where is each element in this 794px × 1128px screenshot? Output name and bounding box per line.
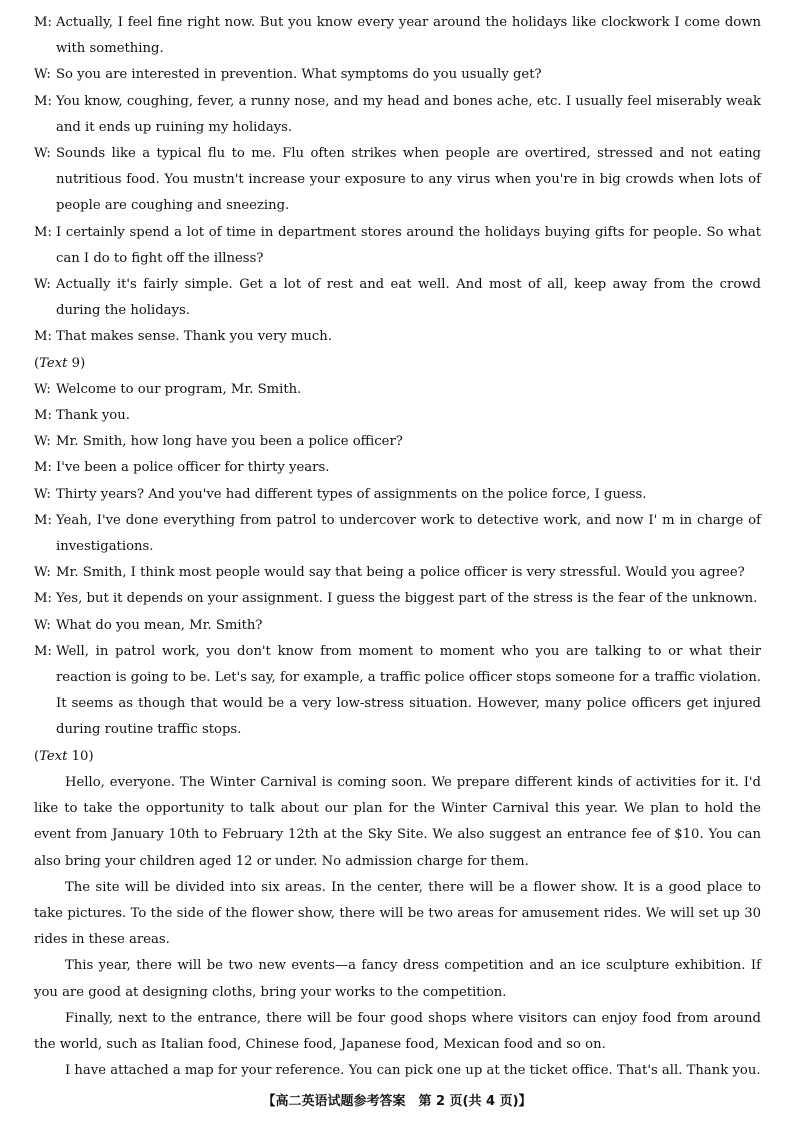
dialogue-line <box>34 613 761 639</box>
speaker: M: <box>34 460 52 476</box>
monologue-paragraph: The site will be divided into six areas. In the center, there will be a flower show. It is a good place to take pictures. To the side of the flower show, there will be two areas for amusement rides. We will set up 30 rides in these areas. <box>34 879 761 948</box>
utterance: Yes, but it depends on your assignment. I guess the biggest part of the stress is the fear of the unknown. <box>56 591 758 607</box>
dialogue-line <box>34 508 761 560</box>
dialogue-line <box>34 141 761 220</box>
monologue-paragraph: This year, there will be two new events—a fancy dress competition and an ice sculpture exhibition. If you are good at designing cloths, bring your works to the competition. <box>34 958 761 1000</box>
speaker: W: <box>34 617 51 633</box>
dialogue-line <box>34 639 761 744</box>
dialogue-line <box>34 429 761 455</box>
monologue-paragraph: Hello, everyone. The Winter Carnival is coming soon. We prepare different kinds of activities for it. I'd like to take the opportunity to talk about our plan for the Winter Carnival this year. We plan to hold the event from January 10th to February 12th at the Sky Site. We also suggest an entrance fee of $10. You can also bring your children aged 12 or under. No admission charge for them. <box>34 774 761 869</box>
speaker: W: <box>34 67 51 83</box>
text-9-label: (Text 9) <box>34 355 86 371</box>
speaker: M: <box>34 329 52 345</box>
speaker: W: <box>34 486 51 502</box>
dialogue-line <box>34 455 761 481</box>
speaker: M: <box>34 408 52 424</box>
speaker: M: <box>34 643 52 659</box>
speaker: M: <box>34 512 52 528</box>
dialogue-line <box>34 324 761 350</box>
speaker: W: <box>34 381 51 397</box>
speaker: W: <box>34 146 51 162</box>
utterance: So you are interested in prevention. What symptoms do you usually get? <box>56 67 542 83</box>
speaker: M: <box>34 93 52 109</box>
utterance: Thirty years? And you've had different types of assignments on the police force, I guess. <box>56 486 647 502</box>
monologue-paragraph: I have attached a map for your reference. You can pick one up at the ticket office. That's all. Thank you. <box>65 1063 761 1079</box>
speaker: M: <box>34 224 52 240</box>
utterance: Welcome to our program, Mr. Smith. <box>56 381 302 397</box>
utterance: Yeah, I've done everything from patrol to undercover work to detective work, and now I' m in charge of investigations. <box>56 512 761 555</box>
dialogue-line <box>34 220 761 272</box>
dialogue-line <box>34 482 761 508</box>
speaker: W: <box>34 565 51 581</box>
dialogue-line <box>34 89 761 141</box>
dialogue-line <box>34 403 761 429</box>
speaker: W: <box>34 434 51 450</box>
utterance: That makes sense. Thank you very much. <box>56 329 332 345</box>
utterance: Thank you. <box>56 408 130 424</box>
dialogue-line <box>34 10 761 62</box>
dialogue-line <box>34 586 761 612</box>
utterance: Sounds like a typical flu to me. Flu often strikes when people are overtired, stressed and not eating nutritious food. You mustn't increase your exposure to any virus when you're in big crowds when lots of people are coughing and sneezing. <box>56 146 761 214</box>
utterance: Actually, I feel fine right now. But you know every year around the holidays like clockwork I come down with something. <box>56 15 761 57</box>
utterance: Actually it's fairly simple. Get a lot of rest and eat well. And most of all, keep away from the crowd during the holidays. <box>56 277 761 319</box>
monologue-paragraph: Finally, next to the entrance, there will be four good shops where visitors can enjoy food from around the world, such as Italian food, Chinese food, Japanese food, Mexican food and so on. <box>34 1010 761 1052</box>
speaker: W: <box>34 277 51 293</box>
text-10-label: (Text 10) <box>34 748 94 764</box>
utterance: I've been a police officer for thirty years. <box>56 460 330 476</box>
utterance: Mr. Smith, how long have you been a police officer? <box>56 434 403 450</box>
listening-transcript <box>34 10 761 1084</box>
utterance: You know, coughing, fever, a runny nose, and my head and bones ache, etc. I usually feel miserably weak and it ends up ruining my holidays. <box>56 93 761 135</box>
utterance: Well, in patrol work, you don't know from moment to moment who you are talking to or what their reaction is going to be. Let's say, for example, a traffic police officer stops someone for a traffic violation. It seems as though that would be a very low-stress situation. However, many police officers get injured during routine traffic stops. <box>56 643 761 738</box>
dialogue-line <box>34 560 761 586</box>
utterance: I certainly spend a lot of time in department stores around the holidays buying gifts for people. So what can I do to fight off the illness? <box>56 224 761 266</box>
utterance: What do you mean, Mr. Smith? <box>56 617 263 633</box>
dialogue-line <box>34 272 761 324</box>
speaker: M: <box>34 15 52 30</box>
speaker: M: <box>34 591 52 607</box>
page-footer: 【高二英语试题参考答案 第 2 页(共 4 页)】 <box>262 1094 532 1109</box>
dialogue-line <box>34 377 761 403</box>
utterance: Mr. Smith, I think most people would say that being a police officer is very stressful. Would you agree? <box>56 565 745 581</box>
dialogue-line <box>34 62 761 88</box>
